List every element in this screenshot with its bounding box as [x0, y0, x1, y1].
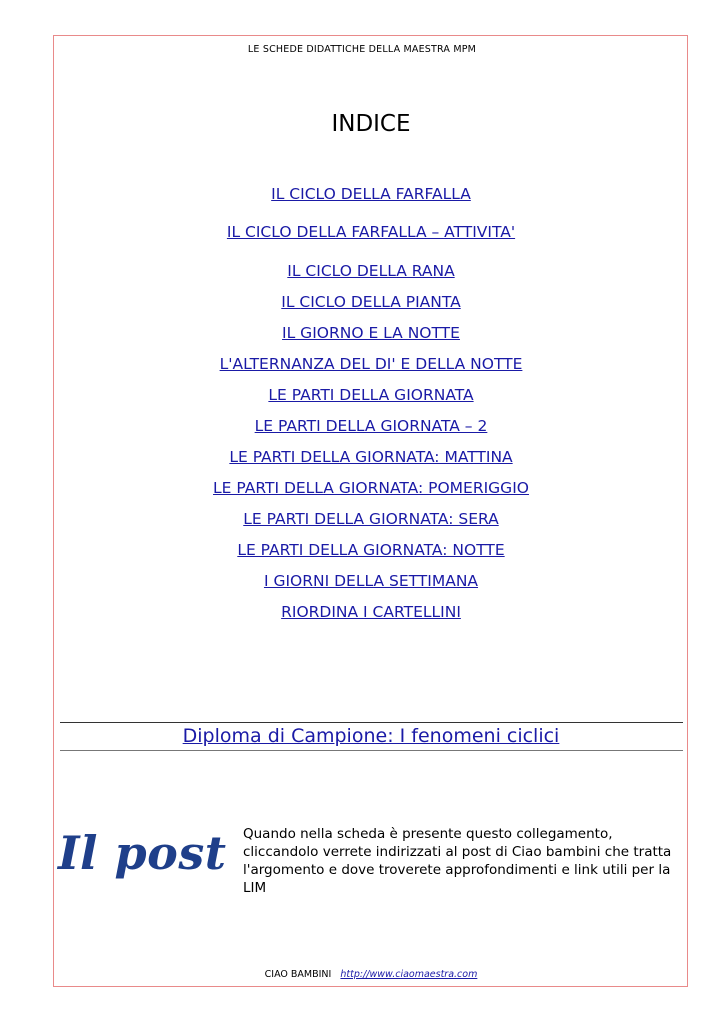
toc-item [0, 293, 724, 311]
toc-item [0, 603, 724, 621]
post-logo[interactable]: Il post [58, 826, 227, 880]
toc-link[interactable]: LE PARTI DELLA GIORNATA: POMERIGGIO [213, 479, 529, 497]
toc-link[interactable]: LE PARTI DELLA GIORNATA [268, 386, 474, 404]
page-title: INDICE [331, 111, 411, 137]
toc-item [0, 448, 724, 466]
toc-link[interactable]: LE PARTI DELLA GIORNATA – 2 [254, 417, 488, 435]
toc-item [0, 541, 724, 559]
page-footer [0, 969, 724, 980]
diploma-link[interactable]: Diploma di Campione: I fenomeni ciclici [182, 725, 560, 747]
toc-link[interactable]: I GIORNI DELLA SETTIMANA [263, 572, 479, 590]
toc-item [0, 223, 724, 241]
toc-item [0, 355, 724, 373]
toc-link[interactable]: IL CICLO DELLA PIANTA [281, 293, 461, 311]
toc-link[interactable]: LE PARTI DELLA GIORNATA: SERA [243, 510, 499, 528]
toc-link[interactable]: IL CICLO DELLA FARFALLA – ATTIVITA' [226, 223, 516, 241]
toc-item [0, 479, 724, 497]
toc-link[interactable]: L'ALTERNANZA DEL DI' E DELLA NOTTE [219, 355, 523, 373]
diploma-link-wrap [0, 725, 724, 747]
toc-link[interactable]: RIORDINA I CARTELLINI [281, 603, 461, 621]
toc-item [0, 386, 724, 404]
footer-label: CIAO BAMBINI [264, 969, 332, 980]
toc-link[interactable]: IL CICLO DELLA RANA [287, 262, 455, 280]
toc-link[interactable]: IL GIORNO E LA NOTTE [282, 324, 460, 342]
footer-link[interactable]: http://www.ciaomaestra.com [340, 969, 478, 980]
toc-item [0, 262, 724, 280]
post-description: Quando nella scheda è presente questo collegamento, cliccandolo verrete indirizzati al post di Ciao bambini che tratta l'argomento e dove troverete approfondimenti e link utili per la LIM [243, 826, 672, 896]
divider-top [60, 722, 683, 723]
toc-item [0, 324, 724, 342]
toc-link[interactable]: LE PARTI DELLA GIORNATA: NOTTE [237, 541, 505, 559]
toc-item [0, 572, 724, 590]
toc-link[interactable]: IL CICLO DELLA FARFALLA [271, 185, 471, 203]
toc-item [0, 185, 724, 203]
divider-bottom [60, 750, 683, 751]
toc-item [0, 417, 724, 435]
toc-link[interactable]: LE PARTI DELLA GIORNATA: MATTINA [229, 448, 513, 466]
toc-item [0, 510, 724, 528]
page-header: LE SCHEDE DIDATTICHE DELLA MAESTRA MPM [247, 44, 477, 55]
